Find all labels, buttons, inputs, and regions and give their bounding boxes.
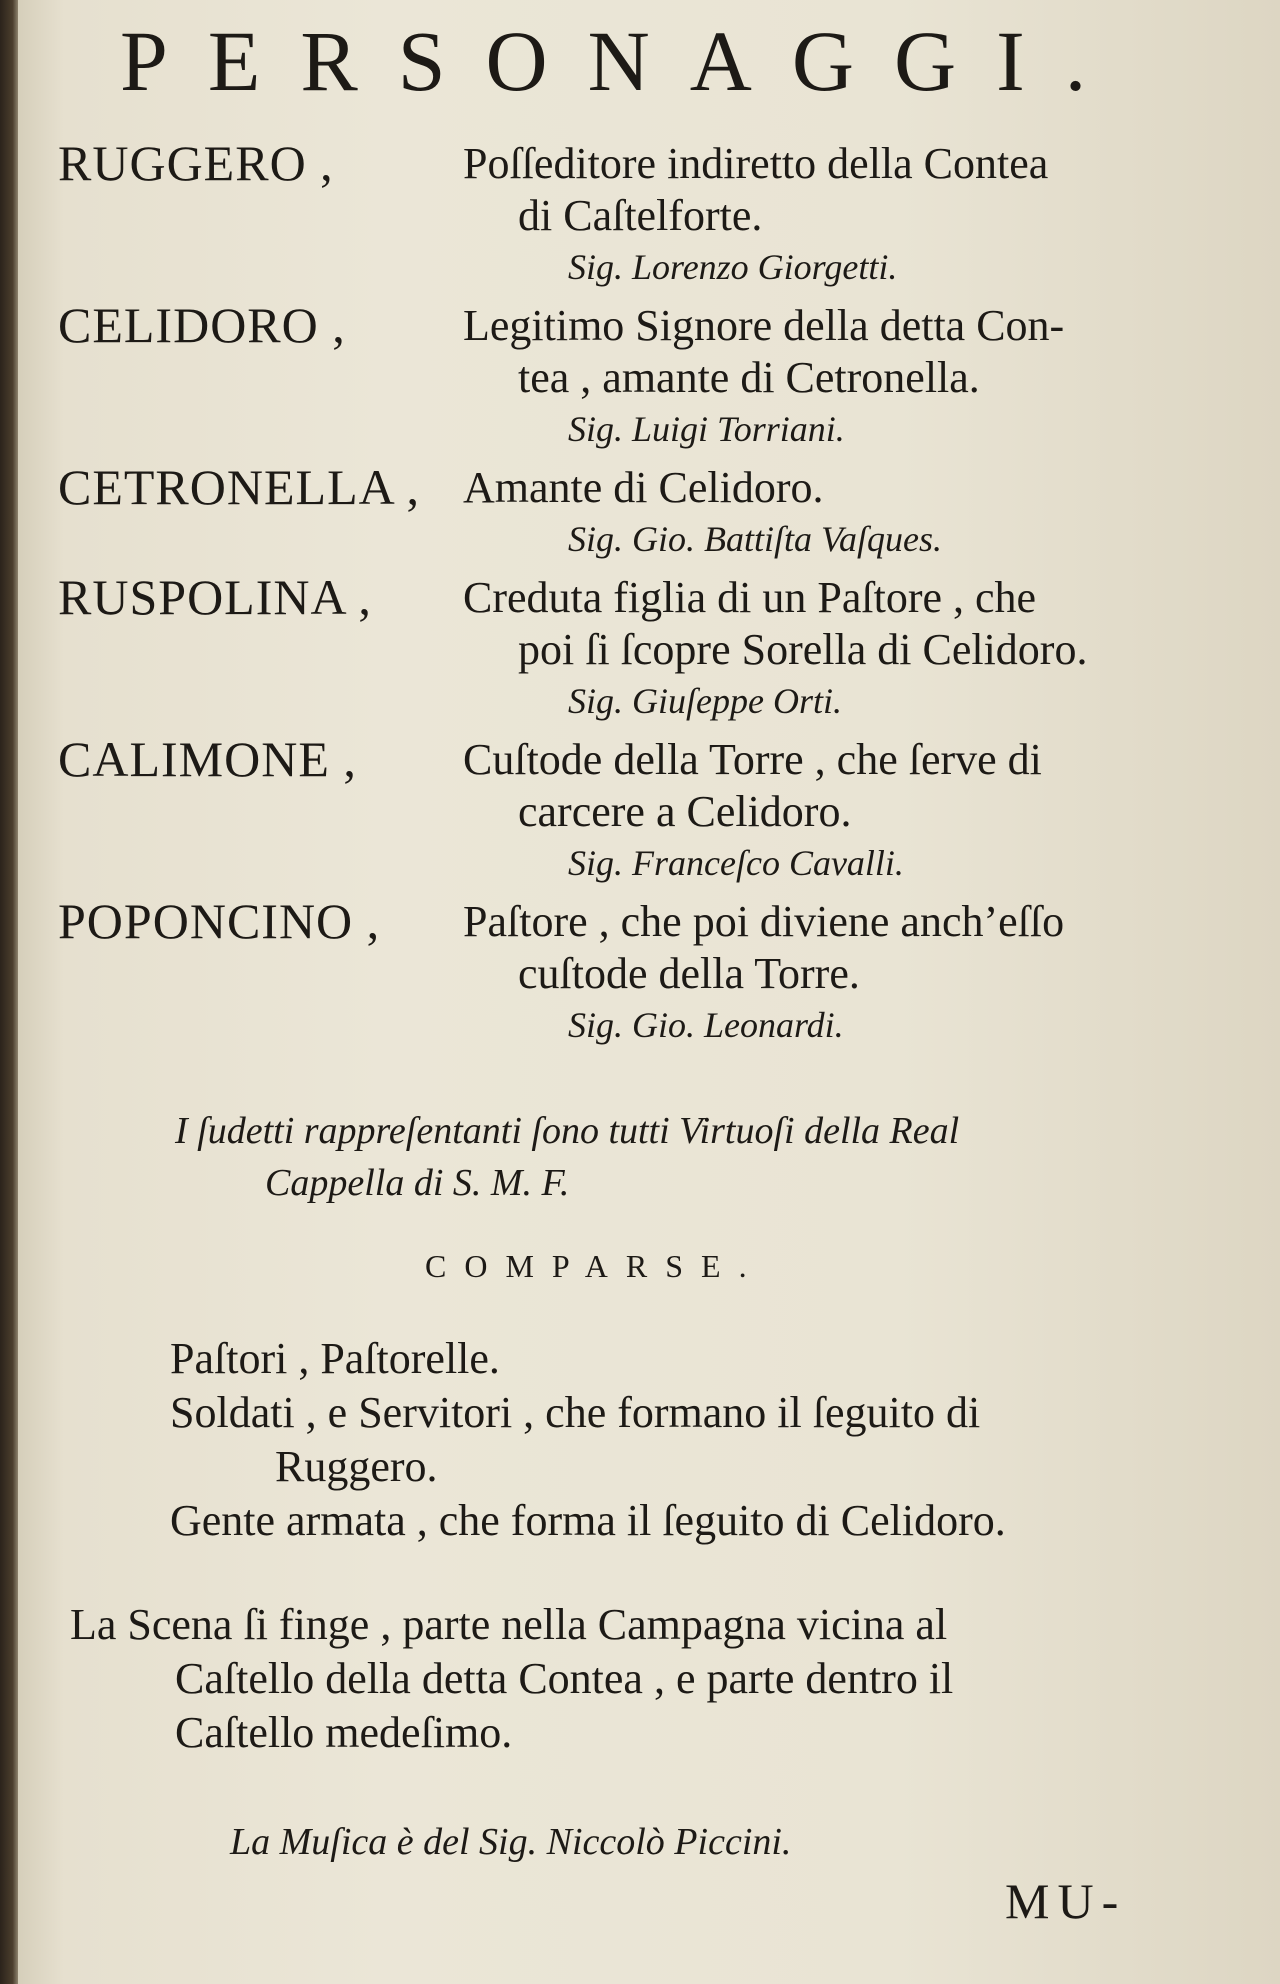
actor-name: Sig. Giuſeppe Orti. xyxy=(568,681,842,721)
character-description xyxy=(463,572,1188,676)
music-credit: La Muſica è del Sig. Niccolò Piccini. xyxy=(230,1821,792,1863)
cast-entry-ruspolina xyxy=(58,569,1188,726)
character-name: CELIDORO , xyxy=(58,297,346,353)
scene-line: La Scena ſi finge , parte nella Campagna vicina al xyxy=(70,1600,948,1649)
character-description-line: tea , amante di Cetronella. xyxy=(518,353,980,402)
character-description-line: di Caſtelforte. xyxy=(518,191,763,240)
character-description-line: carcere a Celidoro. xyxy=(518,787,852,836)
character-name: RUGGERO , xyxy=(58,135,334,191)
actor-name: Sig. Gio. Leonardi. xyxy=(568,1005,844,1045)
cast-entry-celidoro xyxy=(58,297,1188,454)
actor-name: Sig. Gio. Battiſta Vaſques. xyxy=(568,519,942,559)
comparse-item: Soldati , e Servitori , che formano il ſeguito di xyxy=(170,1388,981,1437)
character-description-line: Cuſtode della Torre , che ſerve di xyxy=(463,735,1042,784)
comparse-item-continuation: Ruggero. xyxy=(275,1442,438,1491)
character-description-line: cuſtode della Torre. xyxy=(518,949,860,998)
character-description-line: Poſſeditore indiretto della Contea xyxy=(463,139,1049,188)
cast-list xyxy=(58,135,1188,1058)
character-name: RUSPOLINA , xyxy=(58,569,372,625)
character-description-line: poi ſi ſcopre Sorella di Celidoro. xyxy=(518,625,1088,674)
character-description xyxy=(463,462,1188,514)
cast-entry-poponcino xyxy=(58,893,1188,1050)
comparse-item: Paſtori , Paſtorelle. xyxy=(170,1334,500,1383)
character-description xyxy=(463,300,1188,404)
comparse-item: Gente armata , che forma il ſeguito di Celidoro. xyxy=(170,1496,1006,1545)
cast-entry-cetronella xyxy=(58,459,1188,564)
comparse-list xyxy=(170,1332,1150,1548)
performers-note-line: I ſudetti rappreſentanti ſono tutti Virtuoſi della Real xyxy=(175,1110,960,1152)
scene-description xyxy=(70,1598,1150,1760)
cast-entry-ruggero xyxy=(58,135,1188,292)
character-description-line: Paſtore , che poi diviene anch’eſſo xyxy=(463,897,1065,946)
character-description xyxy=(463,734,1188,838)
comparse-heading: COMPARSE. xyxy=(425,1248,765,1284)
character-description-line: Amante di Celidoro. xyxy=(463,463,824,512)
actor-name: Sig. Lorenzo Giorgetti. xyxy=(568,247,898,287)
cast-entry-calimone xyxy=(58,731,1188,888)
character-description-line: Creduta figlia di un Paſtore , che xyxy=(463,573,1037,622)
character-description xyxy=(463,896,1188,1000)
performers-note xyxy=(175,1105,1175,1209)
scene-line: Caſtello medeſimo. xyxy=(175,1708,513,1757)
page-title: PERSONAGGI. xyxy=(120,13,1127,109)
character-description-line: Legitimo Signore della detta Con- xyxy=(463,301,1065,350)
actor-name: Sig. Franceſco Cavalli. xyxy=(568,843,904,883)
character-name: CALIMONE , xyxy=(58,731,357,787)
scene-line: Caſtello della detta Contea , e parte dentro il xyxy=(175,1654,954,1703)
character-name: POPONCINO , xyxy=(58,893,381,949)
performers-note-line: Cappella di S. M. F. xyxy=(265,1162,570,1204)
book-spine xyxy=(0,0,18,1984)
actor-name: Sig. Luigi Torriani. xyxy=(568,409,845,449)
character-name: CETRONELLA , xyxy=(58,459,420,515)
catchword: MU- xyxy=(1005,1873,1127,1929)
character-description xyxy=(463,138,1188,242)
